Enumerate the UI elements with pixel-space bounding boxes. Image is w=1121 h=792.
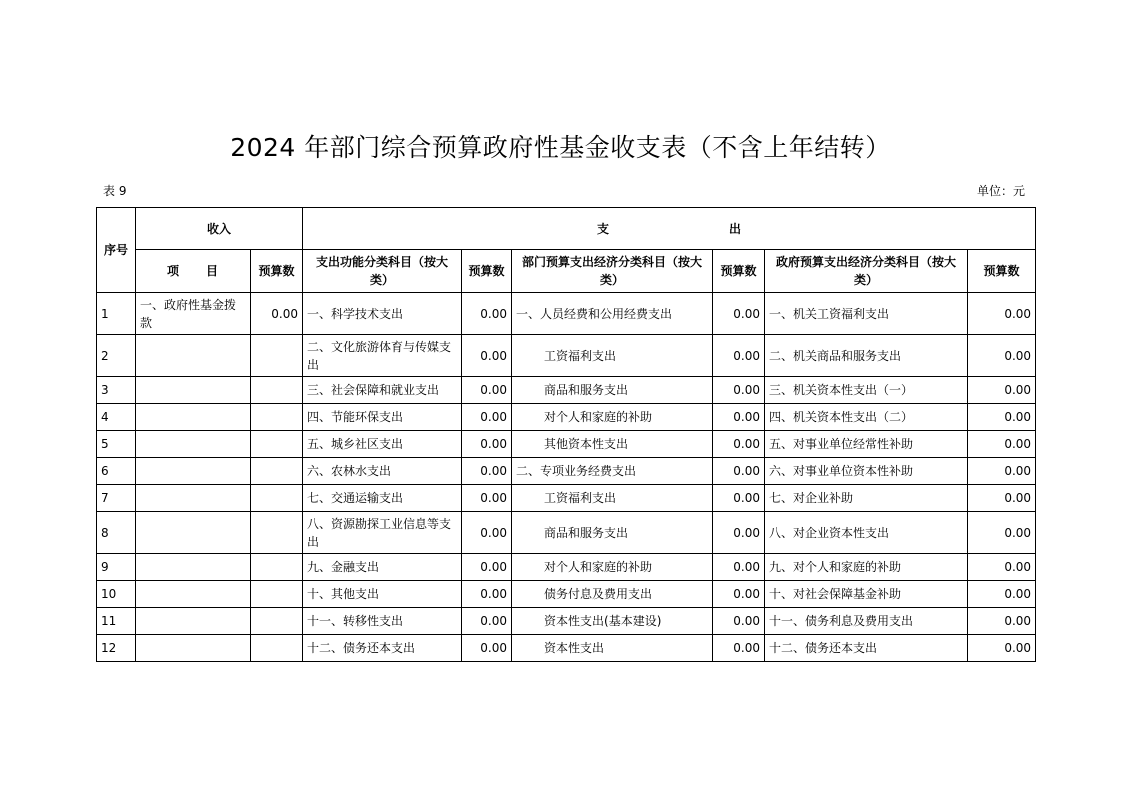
dept-amount: 0.00	[713, 581, 765, 608]
dept-item: 资本性支出(基本建设)	[512, 608, 713, 635]
func-item: 八、资源勘探工业信息等支出	[303, 512, 462, 554]
table-row	[97, 635, 1036, 662]
dept-amount: 0.00	[713, 335, 765, 377]
table-row	[97, 377, 1036, 404]
gov-amount: 0.00	[968, 335, 1036, 377]
dept-item: 对个人和家庭的补助	[512, 554, 713, 581]
dept-item: 对个人和家庭的补助	[512, 404, 713, 431]
income-item	[136, 635, 251, 662]
income-item	[136, 608, 251, 635]
row-seq: 4	[97, 404, 136, 431]
func-item: 四、节能环保支出	[303, 404, 462, 431]
gov-item: 八、对企业资本性支出	[765, 512, 968, 554]
func-amount: 0.00	[462, 458, 512, 485]
income-amount	[251, 635, 303, 662]
dept-item: 二、专项业务经费支出	[512, 458, 713, 485]
gov-amount: 0.00	[968, 512, 1036, 554]
income-item	[136, 335, 251, 377]
gov-amount: 0.00	[968, 554, 1036, 581]
income-item	[136, 512, 251, 554]
func-amount: 0.00	[462, 404, 512, 431]
gov-amount: 0.00	[968, 404, 1036, 431]
gov-amount: 0.00	[968, 293, 1036, 335]
header-income-budget: 预算数	[251, 250, 303, 293]
func-amount: 0.00	[462, 635, 512, 662]
gov-item: 十二、债务还本支出	[765, 635, 968, 662]
gov-item: 九、对个人和家庭的补助	[765, 554, 968, 581]
func-amount: 0.00	[462, 554, 512, 581]
header-gov-econ: 政府预算支出经济分类科目（按大类）	[765, 250, 968, 293]
func-item: 三、社会保障和就业支出	[303, 377, 462, 404]
unit-label: 单位：元	[976, 184, 1025, 198]
header-income: 收入	[136, 208, 303, 250]
income-item	[136, 377, 251, 404]
row-seq: 2	[97, 335, 136, 377]
row-seq: 9	[97, 554, 136, 581]
income-item	[136, 404, 251, 431]
dept-item: 资本性支出	[512, 635, 713, 662]
income-amount	[251, 377, 303, 404]
gov-amount: 0.00	[968, 485, 1036, 512]
func-item: 十二、债务还本支出	[303, 635, 462, 662]
income-item	[136, 458, 251, 485]
table-row	[97, 485, 1036, 512]
dept-item: 债务付息及费用支出	[512, 581, 713, 608]
dept-item: 商品和服务支出	[512, 377, 713, 404]
dept-amount: 0.00	[713, 635, 765, 662]
gov-item: 十、对社会保障基金补助	[765, 581, 968, 608]
dept-item: 工资福利支出	[512, 485, 713, 512]
income-amount	[251, 431, 303, 458]
func-amount: 0.00	[462, 293, 512, 335]
func-item: 十、其他支出	[303, 581, 462, 608]
header-seq: 序号	[97, 208, 136, 293]
dept-item: 一、人员经费和公用经费支出	[512, 293, 713, 335]
header-expense: 支 出	[303, 208, 1036, 250]
budget-table	[96, 207, 1036, 662]
dept-amount: 0.00	[713, 485, 765, 512]
income-item	[136, 554, 251, 581]
income-item	[136, 485, 251, 512]
row-seq: 5	[97, 431, 136, 458]
func-item: 一、科学技术支出	[303, 293, 462, 335]
income-amount	[251, 554, 303, 581]
table-row	[97, 581, 1036, 608]
dept-amount: 0.00	[713, 554, 765, 581]
income-amount	[251, 512, 303, 554]
func-amount: 0.00	[462, 431, 512, 458]
table-number: 表 9	[103, 184, 127, 198]
dept-amount: 0.00	[713, 458, 765, 485]
func-item: 五、城乡社区支出	[303, 431, 462, 458]
func-amount: 0.00	[462, 608, 512, 635]
func-item: 二、文化旅游体育与传媒支出	[303, 335, 462, 377]
func-amount: 0.00	[462, 581, 512, 608]
func-item: 七、交通运输支出	[303, 485, 462, 512]
row-seq: 1	[97, 293, 136, 335]
gov-amount: 0.00	[968, 581, 1036, 608]
income-item	[136, 581, 251, 608]
income-item: 一、政府性基金拨款	[136, 293, 251, 335]
row-seq: 10	[97, 581, 136, 608]
income-amount	[251, 608, 303, 635]
income-amount	[251, 404, 303, 431]
dept-amount: 0.00	[713, 512, 765, 554]
func-amount: 0.00	[462, 377, 512, 404]
table-row	[97, 608, 1036, 635]
gov-item: 五、对事业单位经常性补助	[765, 431, 968, 458]
header-func-class: 支出功能分类科目（按大类）	[303, 250, 462, 293]
header-item: 项 目	[136, 250, 251, 293]
row-seq: 12	[97, 635, 136, 662]
func-amount: 0.00	[462, 512, 512, 554]
gov-item: 三、机关资本性支出（一）	[765, 377, 968, 404]
header-gov-budget: 预算数	[968, 250, 1036, 293]
page-title: 2024 年部门综合预算政府性基金收支表（不含上年结转）	[230, 133, 891, 162]
income-amount	[251, 581, 303, 608]
table-row	[97, 431, 1036, 458]
gov-item: 十一、债务利息及费用支出	[765, 608, 968, 635]
gov-item: 二、机关商品和服务支出	[765, 335, 968, 377]
income-amount	[251, 458, 303, 485]
dept-amount: 0.00	[713, 377, 765, 404]
func-amount: 0.00	[462, 485, 512, 512]
header-dept-budget: 预算数	[713, 250, 765, 293]
gov-amount: 0.00	[968, 377, 1036, 404]
income-amount	[251, 485, 303, 512]
dept-item: 工资福利支出	[512, 335, 713, 377]
func-item: 十一、转移性支出	[303, 608, 462, 635]
dept-amount: 0.00	[713, 404, 765, 431]
func-amount: 0.00	[462, 335, 512, 377]
gov-amount: 0.00	[968, 608, 1036, 635]
row-seq: 7	[97, 485, 136, 512]
gov-amount: 0.00	[968, 431, 1036, 458]
row-seq: 3	[97, 377, 136, 404]
gov-item: 七、对企业补助	[765, 485, 968, 512]
row-seq: 11	[97, 608, 136, 635]
table-row	[97, 554, 1036, 581]
table-row	[97, 293, 1036, 335]
gov-amount: 0.00	[968, 635, 1036, 662]
gov-item: 四、机关资本性支出（二）	[765, 404, 968, 431]
table-row	[97, 335, 1036, 377]
row-seq: 6	[97, 458, 136, 485]
gov-amount: 0.00	[968, 458, 1036, 485]
income-amount: 0.00	[251, 293, 303, 335]
func-item: 九、金融支出	[303, 554, 462, 581]
table-row	[97, 404, 1036, 431]
row-seq: 8	[97, 512, 136, 554]
table-row	[97, 458, 1036, 485]
income-item	[136, 431, 251, 458]
func-item: 六、农林水支出	[303, 458, 462, 485]
dept-amount: 0.00	[713, 608, 765, 635]
table-row	[97, 512, 1036, 554]
header-dept-econ: 部门预算支出经济分类科目（按大类）	[512, 250, 713, 293]
header-func-budget: 预算数	[462, 250, 512, 293]
dept-amount: 0.00	[713, 293, 765, 335]
dept-item: 其他资本性支出	[512, 431, 713, 458]
income-amount	[251, 335, 303, 377]
dept-item: 商品和服务支出	[512, 512, 713, 554]
gov-item: 一、机关工资福利支出	[765, 293, 968, 335]
dept-amount: 0.00	[713, 431, 765, 458]
gov-item: 六、对事业单位资本性补助	[765, 458, 968, 485]
